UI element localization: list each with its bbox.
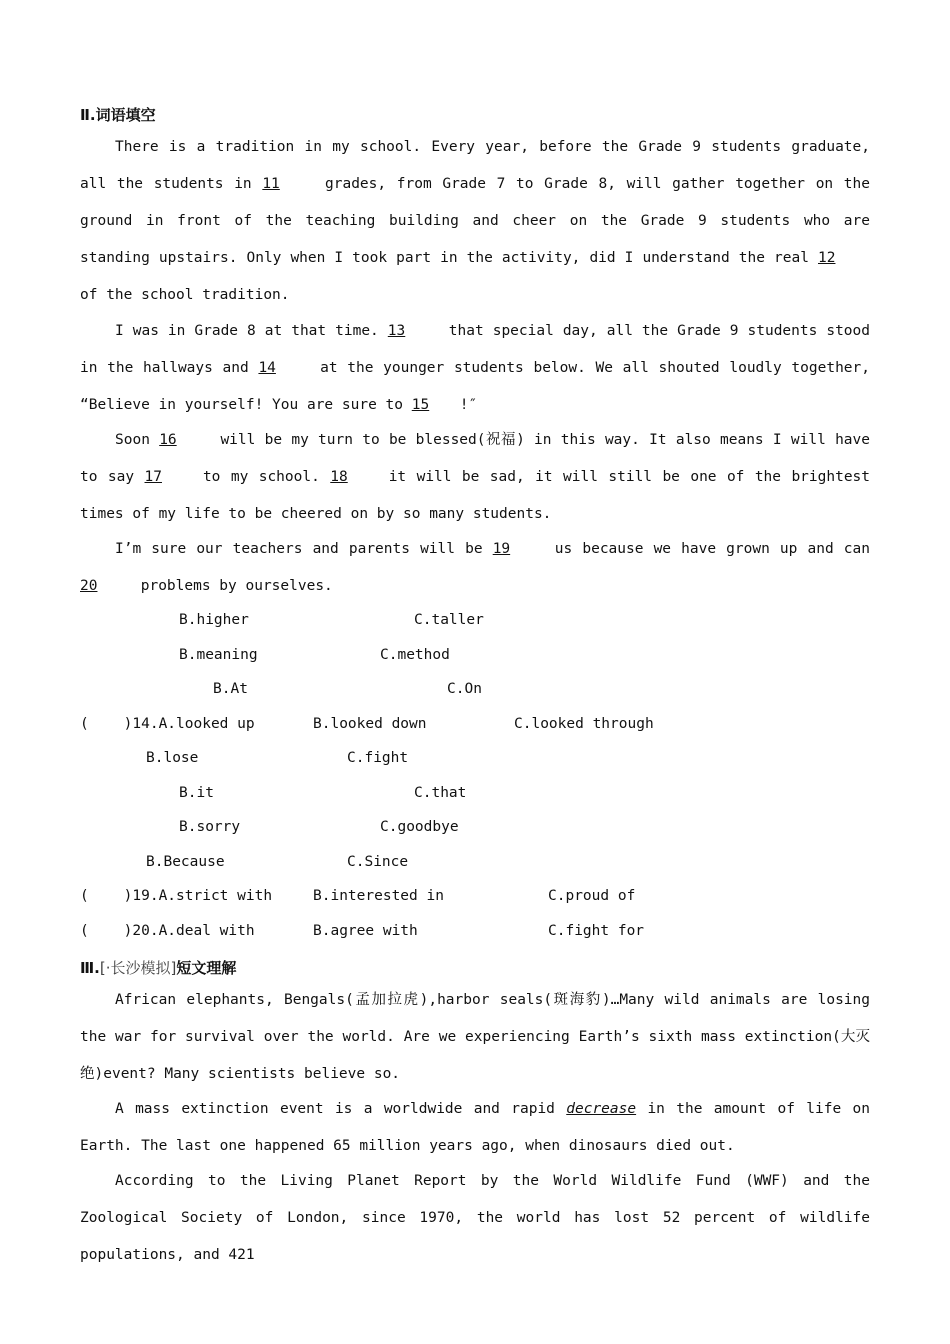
cloze-paragraph-4: I’m sure our teachers and parents will be 19 us because we have grown up and can 20 problems by ourselves. — [80, 531, 870, 605]
options-19: ( )19.A.strict with B.interested in C.proud of — [80, 888, 636, 904]
blank-11: 11 — [262, 176, 280, 192]
blank-16: 16 — [159, 432, 177, 448]
reading-section-title: Ⅲ.[·长沙模拟]短文理解 — [80, 959, 237, 977]
blank-12: 12 — [818, 250, 836, 266]
reading-paragraph-1: African elephants, Bengals(孟加拉虎),harbor seals(斑海豹)…Many wild animals are losing the war for survival over the world. Are we experiencing Earth’s sixth mass extinction(大灭绝)event? Many scientists believe so. — [80, 992, 870, 1082]
options-11: B.higher C.taller — [179, 612, 484, 628]
reading-paragraph-2: A mass extinction event is a worldwide and rapid decrease in the amount of life on Earth. The last one happened 65 million years ago, when dinosaurs died out. — [80, 1101, 870, 1154]
options-18: B.Because C.Since — [146, 854, 409, 870]
blank-20: 20 — [80, 578, 98, 594]
cloze-paragraph-3: Soon 16 will be my turn to be blessed(祝福) in this way. It also means I will have to say 17 to my school. 18 it will be sad, it will still be one of the brightest times of my life to be cheered on by so many students. — [80, 422, 870, 533]
cloze-section-title: Ⅱ.词语填空 — [80, 106, 156, 124]
cloze-paragraph-1: There is a tradition in my school. Every year, before the Grade 9 students graduate, all the students in 11 grades, from Grade 7 to Grade 8, will gather together on the ground in front of the teaching building and cheer on the Grade 9 students who are standing upstairs. Only when I took part in the activity, did I understand the real 12 of the school tradition. — [80, 139, 870, 303]
options-14: ( )14.A.looked up B.looked down C.looked through — [80, 716, 654, 732]
reading-paragraph-3: According to the Living Planet Report by the World Wildlife Fund (WWF) and the Zoological Society of London, since 1970, the world has lost 52 percent of wildlife populations, and 421 — [80, 1173, 870, 1263]
options-13: B.At C.On — [213, 681, 482, 697]
blank-15: 15 — [411, 397, 430, 413]
blank-18: 18 — [330, 469, 348, 485]
cloze-paragraph-2: I was in Grade 8 at that time. 13 that special day, all the Grade 9 students stood in the hallways and 14 at the younger students below. We all shouted loudly together, “Believe in yourself! You are sure to 15 !″ — [80, 313, 870, 424]
options-17: B.sorry C.goodbye — [179, 819, 459, 835]
blank-14: 14 — [258, 360, 276, 376]
blank-13: 13 — [387, 323, 406, 339]
blank-19: 19 — [492, 541, 511, 557]
blank-17: 17 — [144, 469, 162, 485]
options-20: ( )20.A.deal with B.agree with C.fight for — [80, 923, 645, 939]
options-16: B.it C.that — [179, 785, 467, 801]
options-15: B.lose C.fight — [146, 750, 409, 766]
highlighted-word: decrease — [566, 1101, 637, 1117]
options-12: B.meaning C.method — [179, 647, 450, 663]
